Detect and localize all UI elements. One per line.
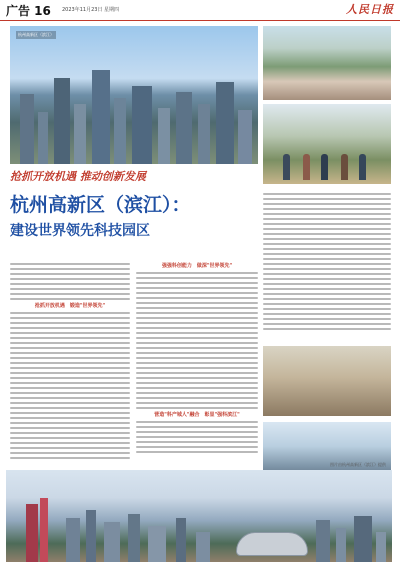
column-3 <box>263 190 391 340</box>
headline-subtitle: 建设世界领先科技园区 <box>10 223 150 239</box>
issue-date: 2023年11月23日 星期四 <box>62 7 120 13</box>
newspaper-logo: 人民日报 <box>346 3 394 16</box>
students-photo <box>263 104 391 184</box>
city-panorama-photo <box>6 470 392 562</box>
subhead-1: 抢抓开放机遇 锻造"世界领先" <box>34 303 106 309</box>
subhead-2: 强强科创能力 做深"世界领先" <box>161 263 233 269</box>
kicker: 抢抓开放机遇 推动创新发展 <box>10 170 146 183</box>
headline-title: 杭州高新区（滨江）： <box>10 194 191 216</box>
section-label: 广告 16 <box>6 4 51 18</box>
column-1 <box>10 260 130 460</box>
photo-caption: 杭州高新区（滨江） <box>18 32 54 37</box>
photo-credit: 图片由杭州高新区（滨江）提供 <box>330 462 386 467</box>
page-header <box>0 0 400 21</box>
library-photo <box>263 346 391 416</box>
subhead-3: 营造"科产城人"融合 彰显"强科滨江" <box>154 412 240 418</box>
headline-block <box>10 168 260 256</box>
skyline-photo <box>10 26 258 164</box>
campus-aerial-photo <box>263 26 391 100</box>
column-2 <box>136 260 258 465</box>
